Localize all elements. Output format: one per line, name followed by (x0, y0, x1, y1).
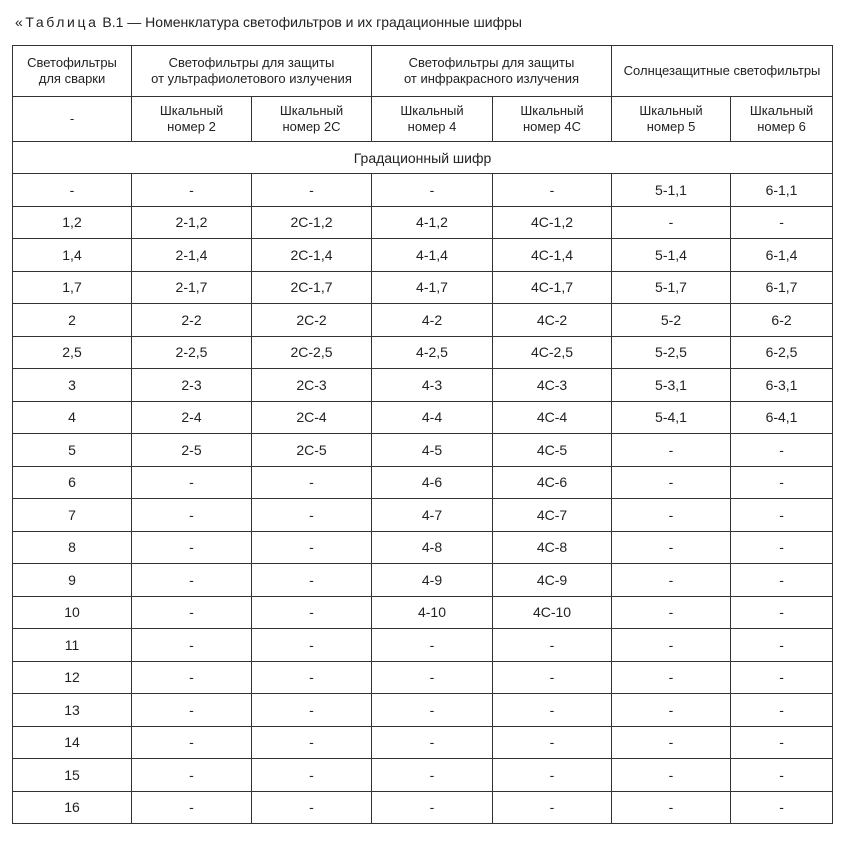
table-cell: - (372, 759, 493, 792)
table-cell: - (252, 564, 372, 597)
table-cell: - (731, 434, 833, 467)
table-row (13, 304, 833, 337)
table-cell: 5 (13, 434, 132, 467)
table-cell: - (612, 206, 731, 239)
table-row (13, 694, 833, 727)
table-cell: 4С-2,5 (493, 336, 612, 369)
sub-header-cell: Шкальный номер 2С (252, 97, 372, 142)
table-cell: - (493, 791, 612, 824)
table-cell: - (132, 499, 252, 532)
table-cell: - (493, 661, 612, 694)
table-cell: - (252, 759, 372, 792)
table-cell: - (612, 759, 731, 792)
table-cell: 2С-1,4 (252, 239, 372, 272)
table-cell: - (252, 694, 372, 727)
table-cell: 6-2 (731, 304, 833, 337)
table-cell: - (252, 531, 372, 564)
table-cell: - (731, 596, 833, 629)
table-cell: 4С-1,2 (493, 206, 612, 239)
table-cell: - (372, 661, 493, 694)
table-cell: 2-2 (132, 304, 252, 337)
table-cell: 6-1,7 (731, 271, 833, 304)
sub-header-cell: Шкальный номер 4С (493, 97, 612, 142)
table-cell: 5-1,7 (612, 271, 731, 304)
caption-text: — Номенклатура светофильтров и их градационные шифры (127, 14, 522, 30)
table-cell: 1,4 (13, 239, 132, 272)
table-row (13, 336, 833, 369)
table-cell: 2С-2 (252, 304, 372, 337)
table-cell: - (132, 629, 252, 662)
table-row (13, 759, 833, 792)
table-cell: 4-4 (372, 401, 493, 434)
table-cell: - (612, 434, 731, 467)
table-cell: 4-5 (372, 434, 493, 467)
table-cell: - (612, 466, 731, 499)
table-cell: - (132, 564, 252, 597)
table-cell: - (132, 661, 252, 694)
table-cell: - (13, 174, 132, 207)
table-cell: - (132, 694, 252, 727)
table-row (13, 596, 833, 629)
table-cell: 5-2,5 (612, 336, 731, 369)
table-cell: - (372, 726, 493, 759)
table-cell: 4-6 (372, 466, 493, 499)
sub-header-cell: Шкальный номер 5 (612, 97, 731, 142)
table-cell: 4-8 (372, 531, 493, 564)
table-cell: 4С-8 (493, 531, 612, 564)
table-cell: - (612, 499, 731, 532)
table-cell: 4-1,4 (372, 239, 493, 272)
table-cell: 4С-7 (493, 499, 612, 532)
table-cell: 4 (13, 401, 132, 434)
table-cell: 2-1,4 (132, 239, 252, 272)
table-cell: 11 (13, 629, 132, 662)
table-cell: - (612, 596, 731, 629)
table-cell: - (252, 466, 372, 499)
table-cell: 3 (13, 369, 132, 402)
table-cell: - (612, 694, 731, 727)
sub-header-cell: Шкальный номер 6 (731, 97, 833, 142)
table-cell: 5-3,1 (612, 369, 731, 402)
table-cell: 2С-5 (252, 434, 372, 467)
header-row-main (13, 46, 833, 97)
table-cell: 4-9 (372, 564, 493, 597)
table-row (13, 239, 833, 272)
table-row (13, 499, 833, 532)
table-cell: 6 (13, 466, 132, 499)
table-cell: - (252, 174, 372, 207)
table-cell: - (132, 759, 252, 792)
table-cell: 1,2 (13, 206, 132, 239)
group-header: Градационный шифр (13, 142, 833, 174)
table-cell: 4-10 (372, 596, 493, 629)
table-cell: 6-4,1 (731, 401, 833, 434)
table-row (13, 401, 833, 434)
table-cell: - (493, 759, 612, 792)
table-cell: - (612, 661, 731, 694)
table-cell: - (731, 694, 833, 727)
table-cell: 6-2,5 (731, 336, 833, 369)
header-ir: Светофильтры для защиты от инфракрасного излучения (372, 46, 612, 97)
table-cell: 2С-1,2 (252, 206, 372, 239)
header-sun: Солнцезащитные светофильтры (612, 46, 833, 97)
table-cell: - (612, 791, 731, 824)
table-cell: - (252, 726, 372, 759)
table-cell: - (731, 661, 833, 694)
table-cell: 4-7 (372, 499, 493, 532)
table-cell: 2С-4 (252, 401, 372, 434)
table-row (13, 791, 833, 824)
table-cell: 4С-10 (493, 596, 612, 629)
table-cell: - (493, 174, 612, 207)
table-cell: - (731, 531, 833, 564)
table-row (13, 434, 833, 467)
table-cell: 4С-6 (493, 466, 612, 499)
table-row (13, 661, 833, 694)
table-cell: 2 (13, 304, 132, 337)
table-row (13, 206, 833, 239)
table-cell: 4-2 (372, 304, 493, 337)
table-cell: 15 (13, 759, 132, 792)
filters-table (12, 45, 833, 824)
table-cell: - (731, 499, 833, 532)
table-cell: - (493, 629, 612, 662)
header-welding: Светофильтры для сварки (13, 46, 132, 97)
table-cell: - (372, 694, 493, 727)
table-cell: 4С-5 (493, 434, 612, 467)
table-cell: 6-1,1 (731, 174, 833, 207)
table-cell: - (731, 629, 833, 662)
table-cell: 2,5 (13, 336, 132, 369)
table-cell: 1,7 (13, 271, 132, 304)
table-cell: - (252, 499, 372, 532)
table-cell: 16 (13, 791, 132, 824)
table-cell: 5-4,1 (612, 401, 731, 434)
table-cell: 4-3 (372, 369, 493, 402)
table-cell: - (731, 466, 833, 499)
table-cell: - (132, 174, 252, 207)
table-cell: - (612, 531, 731, 564)
table-cell: 4С-4 (493, 401, 612, 434)
table-cell: 2С-3 (252, 369, 372, 402)
table-cell: 2-3 (132, 369, 252, 402)
table-cell: - (612, 629, 731, 662)
table-row (13, 564, 833, 597)
table-cell: 4С-2 (493, 304, 612, 337)
table-cell: 4С-9 (493, 564, 612, 597)
table-cell: 2С-1,7 (252, 271, 372, 304)
table-cell: 2-5 (132, 434, 252, 467)
table-cell: 4С-3 (493, 369, 612, 402)
table-row (13, 369, 833, 402)
table-cell: 2-1,2 (132, 206, 252, 239)
table-row (13, 726, 833, 759)
table-cell: 10 (13, 596, 132, 629)
table-cell: - (612, 564, 731, 597)
table-cell: - (252, 629, 372, 662)
table-cell: 6-1,4 (731, 239, 833, 272)
table-cell: - (731, 206, 833, 239)
table-cell: 13 (13, 694, 132, 727)
table-cell: 7 (13, 499, 132, 532)
table-cell: - (612, 726, 731, 759)
table-cell: - (731, 726, 833, 759)
table-cell: - (252, 596, 372, 629)
table-row (13, 531, 833, 564)
table-cell: - (132, 791, 252, 824)
table-cell: - (372, 629, 493, 662)
table-cell: - (132, 531, 252, 564)
sub-header-cell: Шкальный номер 2 (132, 97, 252, 142)
table-row (13, 629, 833, 662)
sub-header-cell: Шкальный номер 4 (372, 97, 493, 142)
header-uv: Светофильтры для защиты от ультрафиолетового излучения (132, 46, 372, 97)
caption-prefix: «Таблица (15, 14, 99, 30)
table-cell: - (372, 791, 493, 824)
table-cell: 5-1,1 (612, 174, 731, 207)
table-row (13, 174, 833, 207)
table-row (13, 271, 833, 304)
table-cell: 2-2,5 (132, 336, 252, 369)
table-cell: - (372, 174, 493, 207)
table-cell: - (493, 694, 612, 727)
table-cell: 12 (13, 661, 132, 694)
table-cell: 4-1,7 (372, 271, 493, 304)
table-cell: 9 (13, 564, 132, 597)
table-cell: - (132, 596, 252, 629)
table-cell: 2-4 (132, 401, 252, 434)
table-cell: 5-2 (612, 304, 731, 337)
table-cell: 8 (13, 531, 132, 564)
sub-header-cell: - (13, 97, 132, 142)
table-cell: 2С-2,5 (252, 336, 372, 369)
table-cell: - (252, 661, 372, 694)
table-caption (15, 14, 522, 30)
table-cell: 6-3,1 (731, 369, 833, 402)
caption-number: В.1 (102, 14, 124, 30)
table-cell: 2-1,7 (132, 271, 252, 304)
table-cell: - (132, 466, 252, 499)
table-cell: - (252, 791, 372, 824)
table-cell: - (731, 564, 833, 597)
table-cell: - (132, 726, 252, 759)
table-cell: 4-2,5 (372, 336, 493, 369)
table-cell: - (493, 726, 612, 759)
table-cell: 5-1,4 (612, 239, 731, 272)
table-cell: - (731, 759, 833, 792)
table-cell: 4С-1,4 (493, 239, 612, 272)
table-cell: 4С-1,7 (493, 271, 612, 304)
table-cell: 4-1,2 (372, 206, 493, 239)
group-header-row (13, 142, 833, 174)
table-cell: 14 (13, 726, 132, 759)
table-row (13, 466, 833, 499)
header-row-sub (13, 97, 833, 142)
table-cell: - (731, 791, 833, 824)
